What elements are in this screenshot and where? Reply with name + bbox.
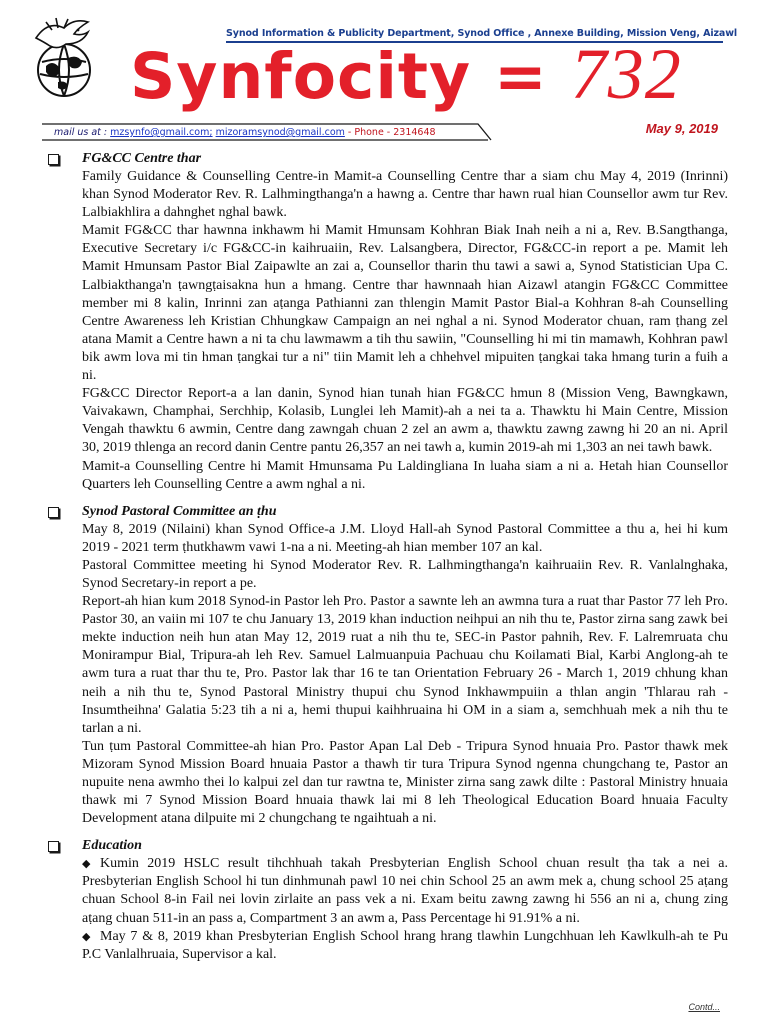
diamond-bullet-icon: ◆ bbox=[82, 858, 91, 871]
section-education bbox=[48, 837, 728, 964]
paragraph: Family Guidance & Counselling Centre-in Mamit-a Counselling Centre thar a siam chu May 4, 2019 (Inrinni) khan Synod Moderator Rev. R. Lalhmingthanga'n a hawng a. Centre thar hawn rual hian Counsellor awm tur Rev. Lalbiakhlira a dahnghet nghal bawk. bbox=[82, 169, 728, 221]
title-equals: = bbox=[471, 40, 571, 113]
issue-date: May 9, 2019 bbox=[645, 121, 718, 136]
list-item-text: Kumin 2019 HSLC result tihchhuah takah Presbyterian English School chuan result ṭha tak a nei a. Presbyterian English School hi tun dinhmunah pawl 10 nei chin School 25 an awm mek a, chung school 25 aṭang chuan School 8-in Fail nei lovin zirlaite an pass vek a ni. Exam beitu zawng zawng hi 556 an ni a, chung zing aṭang chuan 511-in an pass a, Compartment 3 an awm a, Pass Percentage hi 91.91% a ni. bbox=[82, 856, 728, 926]
section-title: Synod Pastoral Committee an ṭhu bbox=[82, 503, 277, 519]
section-heading bbox=[48, 150, 728, 168]
email-link-2[interactable]: mizoramsynod@gmail.com bbox=[215, 127, 345, 138]
section-fgcc bbox=[48, 150, 728, 494]
article-content bbox=[48, 150, 728, 969]
phone-number: - Phone - 2314648 bbox=[344, 127, 436, 138]
paragraph: Mamit FG&CC thar hawnna inkhawm hi Mamit Hmunsam Kohhran Biak Inah neih a ni a, Rev. B.Sangthanga, Executive Secretary i/c FG&CC-in kaihruaiin, Rev. Lalsangbera, Director, FG&CC-in report a pe. Mamit leh Mamit Hmunsam Pastor Bial Zaipawlte an zai a, Counsellor tharin thu tawi a sawi a, Synod Statistician Upa C. Lalbiakthanga'n ṭawngṭaisakna hun a hmang. Centre thar hawnnaah hian Aizawl atangin FG&CC Committee member mi 8 kalin, Inrinni zan aṭanga Pathianni zan thlengin Mamit Pastor Bial-a Kohhran 8-ah Counselling Centre Awareness leh Kristian Chhungkaw Campaign an nei nghal a ni. Synod Moderator chuan, ram ṭhang zel atana Mamit a Centre hawn a ni ta chu lawmawm a tih thu sawiin, "Counselling hi mi tin mamawh, Kohhran pawl bik awm lova mi tin hman ṭangkai tur a ni" tiin Mamit leh a chhehvel mipuiten ṭangkai taka hmang turin a fuih a ni. bbox=[82, 223, 728, 384]
section-body bbox=[48, 168, 728, 494]
list-item bbox=[82, 928, 728, 964]
newsletter-title bbox=[130, 34, 682, 117]
section-heading bbox=[48, 503, 728, 521]
section-pastoral-committee bbox=[48, 503, 728, 829]
square-bullet-icon bbox=[48, 841, 59, 852]
department-line: Synod Information & Publicity Department, Synod Office , Annexe Building, Mission Veng, Aizawl bbox=[226, 28, 738, 39]
paragraph: FG&CC Director Report-a a lan danin, Synod hian tunah hian FG&CC hmun 8 (Mission Veng, Bawngkawn, Vaivakawn, Champhai, Serchhip, Kolasib, Lunglei leh Mamit)-ah a nei ta a. Thawktu hi Main Centre, Mission Vengah thawktu 6 awmin, Centre dang zawngah chuan 2 zel an awm a, thawktu zawng zawng hi 20 an ni. April 30, 2019 thlenga an record danin Centre pantu 26,357 an nei tawh a, kumin 2019-ah mi 1,303 an nei tawh bawk. bbox=[82, 386, 728, 456]
continued-marker: Contd... bbox=[688, 1002, 720, 1012]
globe-dove-logo-icon bbox=[28, 16, 100, 104]
list-item-text: May 7 & 8, 2019 khan Presbyterian English School hrang hrang tlawhin Lungchhuan leh Kawlkulh-ah te Pu P.C Vanlalhruaia, Supervisor a kal. bbox=[82, 928, 728, 962]
mail-label: mail us at : bbox=[54, 127, 111, 138]
issue-number: 732 bbox=[570, 34, 682, 114]
paragraph: Mamit-a Counselling Centre hi Mamit Hmunsama Pu Laldingliana In luaha siam a ni a. Hetah hian Counsellor Quarters leh Counselling Centre a awm nghal a ni. bbox=[82, 458, 728, 492]
paragraph: May 8, 2019 (Nilaini) khan Synod Office-a J.M. Lloyd Hall-ah Synod Pastoral Committee a thu a, hei hi kum 2019 - 2021 term ṭhutkhawm vawi 1-na a ni. Meeting-ah hian member 107 an kal. bbox=[82, 521, 728, 555]
paragraph: Tun ṭum Pastoral Committee-ah hian Pro. Pastor Apan Lal Deb - Tripura Synod hnuaia Pro. Pastor thawk mek Mizoram Synod Mission Board hnuaia Pastor a thawh tir tura Tripura Synod ngenna chungchang te, Pastor an nupuite nena awmho thei lo kalpui zel dan tur rawtna te, Minister zirna sang zawk dilte : Pastoral Ministry hnuaia thawk mi 7 Synod Mission Board hnuaia thawk lai mi 8 leh Theological Education Board hnuaia Faculty Development atana dilpuite mi 2 chungchang te ngaihtuah a ni. bbox=[82, 738, 728, 827]
square-bullet-icon bbox=[48, 507, 59, 518]
email-link-1[interactable]: mzsynfo@gmail.com; bbox=[110, 127, 213, 138]
title-word: Synfocity bbox=[130, 40, 472, 113]
paragraph: Report-ah hian kum 2018 Synod-in Pastor leh Pro. Pastor a sawnte leh an awmna tura a ruat thar Pastor 77 leh Pro. Pastor 30, an vaiin mi 107 te chu January 13, 2019 khan induction neihpui an nih thu te, Pastor zirna sang zawk bei mekte induction neih hun atan May 12, 2019 ruat a nih thu te, SEC-in Pastor pahnih, Rev. F. Lalremruata chu Monirampur Bial, Tripura-ah leh Rev. Samuel Lalmuanpuia Pachuau chu Koilamati Bial, Karbi Anglong-ah te awm tura a ruat thar thu te, Pro. Pastor lak thar 16 te tan Orientation February 26 - March 1, 2019 chhung khan neih a nih thu te, Synod Pastoral Ministry thupui chu Synod Inkhawmpuiin a thlan angin 'Thlarau rah - Insumtheihna' Galatia 5:23 tih a ni a, hemi thupui kaihhruaina hi OM in a siam a, semchhuah mek a nih thu te tarlan a ni. bbox=[82, 594, 728, 736]
masthead bbox=[0, 0, 768, 138]
diamond-bullet-icon: ◆ bbox=[82, 930, 91, 943]
section-body bbox=[48, 521, 728, 829]
list-item bbox=[82, 855, 728, 927]
section-heading bbox=[48, 837, 728, 855]
paragraph: Pastoral Committee meeting hi Synod Moderator Rev. R. Lalhmingthanga'n kaihruaiin Rev. R. Vanlalnghaka, Synod Secretary-in report a pe. bbox=[82, 557, 728, 591]
square-bullet-icon bbox=[48, 154, 59, 165]
section-body bbox=[48, 855, 728, 964]
section-title: Education bbox=[82, 838, 142, 854]
section-title: FG&CC Centre thar bbox=[82, 151, 202, 166]
contact-line bbox=[54, 127, 436, 138]
